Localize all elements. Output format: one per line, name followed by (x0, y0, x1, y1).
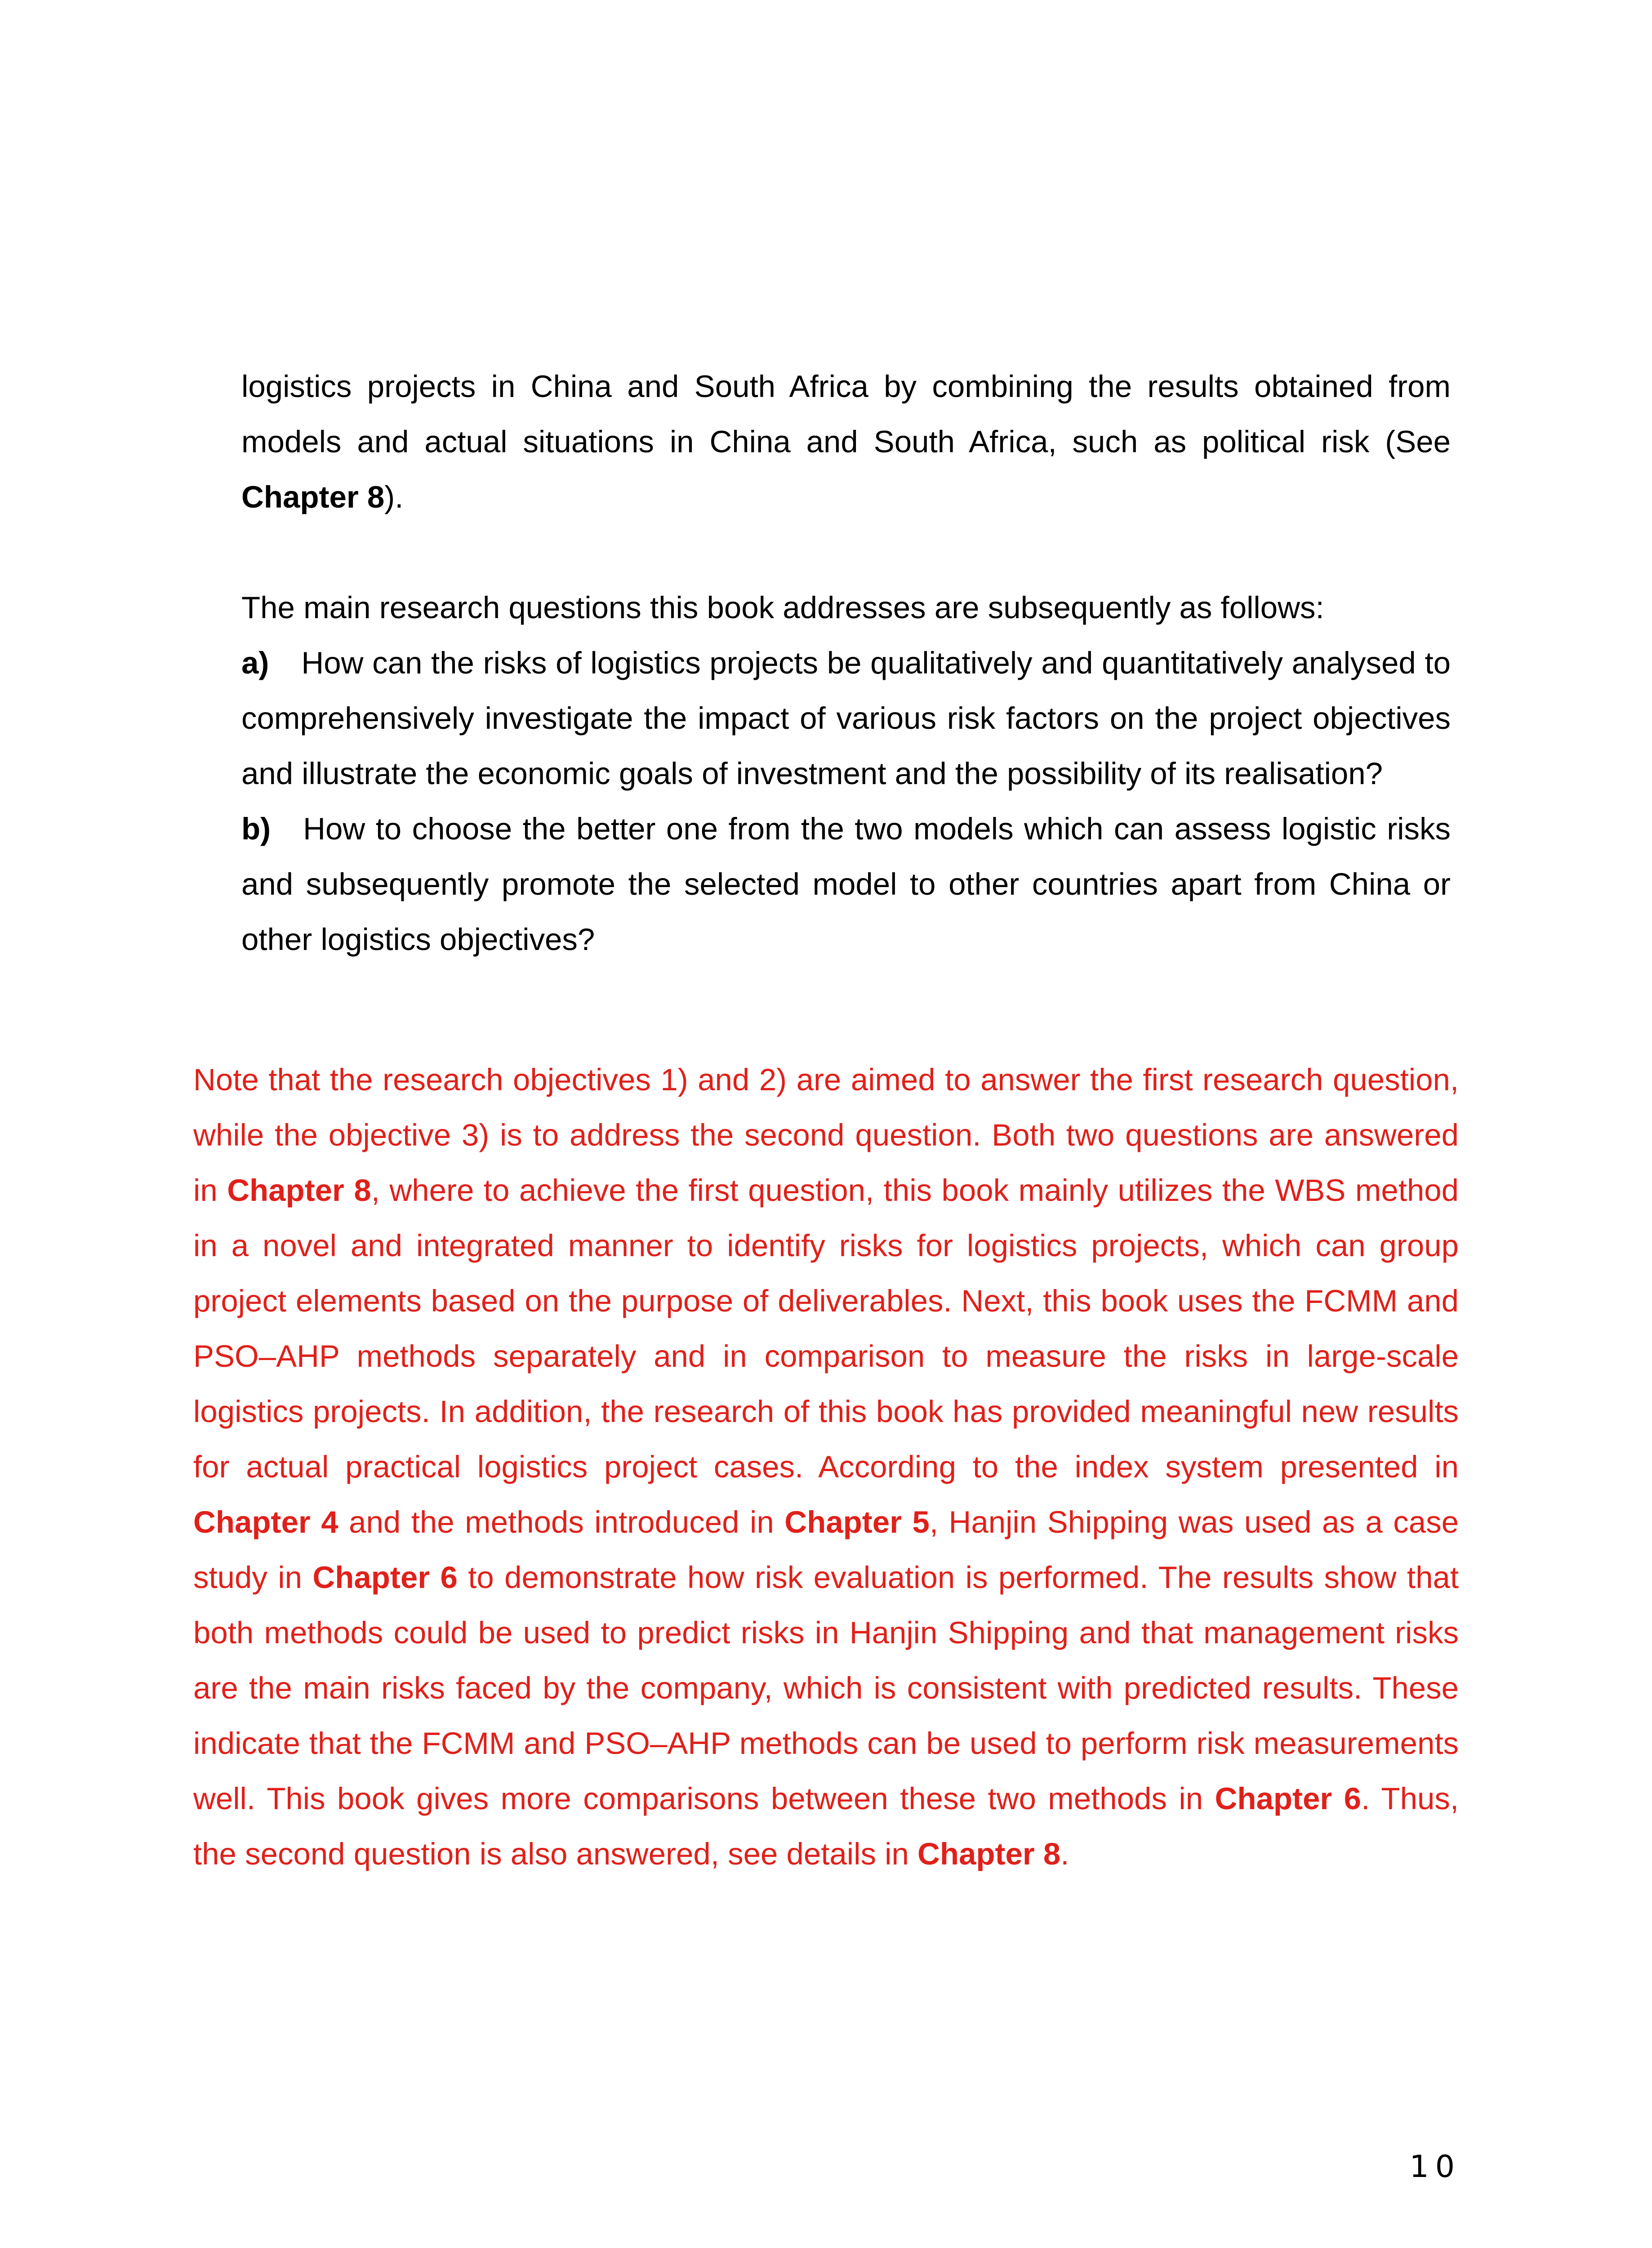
note-text: , where to achieve the first question, this book mainly utilizes the WBS method in a novel and integrated manner to identify risks for logistics projects, which can group project elements based on the purpose of deliverables. Next, this book uses the FCMM and PSO–AHP methods separately and in comparison to measure the risks in large-scale logistics projects. In addition, the research of this book has provided meaningful new results for actual practical logistics project cases. According to the index system presented in (193, 1173, 1459, 1484)
research-question-b (241, 801, 1451, 967)
chapter-reference: Chapter 8 (917, 1837, 1061, 1871)
main-text (241, 359, 1451, 967)
page-number: 10 (1409, 2149, 1461, 2185)
red-note (193, 1052, 1459, 1882)
note-paragraph (193, 1052, 1459, 1882)
question-marker: b) (241, 812, 271, 846)
chapter-reference: Chapter 5 (784, 1505, 930, 1539)
research-question-a (241, 635, 1451, 801)
note-text: to demonstrate how risk evaluation is performed. The results show that both methods could be used to predict risks in Hanjin Shipping and that management risks are the main risks faced by the company, which is consistent with predicted results. These indicate that the FCMM and PSO–AHP methods can be used to perform risk measurements well. This book gives more comparisons between these two methods in (193, 1560, 1459, 1816)
chapter-reference: Chapter 4 (193, 1505, 338, 1539)
note-text: Note that the research objectives 1) and 2) are aimed to answer the first research question, while the objective 3) is to address the second question. Both two questions are answered in (193, 1062, 1459, 1208)
question-marker: a) (241, 646, 269, 680)
continuation-paragraph (241, 359, 1451, 525)
research-questions-intro: The main research questions this book addresses are subsequently as follows: (241, 590, 1324, 625)
chapter-reference: Chapter 6 (1215, 1781, 1362, 1816)
chapter-reference: Chapter 8 (241, 480, 385, 514)
chapter-reference: Chapter 6 (312, 1560, 458, 1595)
note-text: . Thus, the second question is also answered, see details in (193, 1781, 1459, 1871)
note-text: . (1060, 1837, 1069, 1871)
continuation-text: logistics projects in China and South Africa by combining the results obtained from models and actual situations in China and South Africa, such as political risk (See (241, 369, 1451, 459)
continuation-end: ). (384, 480, 404, 514)
question-text: How to choose the better one from the two models which can assess logistic risks and subsequently promote the selected model to other countries apart from China or other logistics objectives? (241, 812, 1451, 957)
chapter-reference: Chapter 8 (227, 1173, 371, 1208)
note-text: , Hanjin Shipping was used as a case study in (193, 1505, 1459, 1595)
paragraph-gap (241, 525, 1451, 580)
note-text: and the methods introduced in (338, 1505, 785, 1539)
question-text: How can the risks of logistics projects be qualitatively and quantitatively analysed to comprehensively investigate the impact of various risk factors on the project objectives and illustrate the economic goals of investment and the possibility of its realisation? (241, 646, 1451, 791)
